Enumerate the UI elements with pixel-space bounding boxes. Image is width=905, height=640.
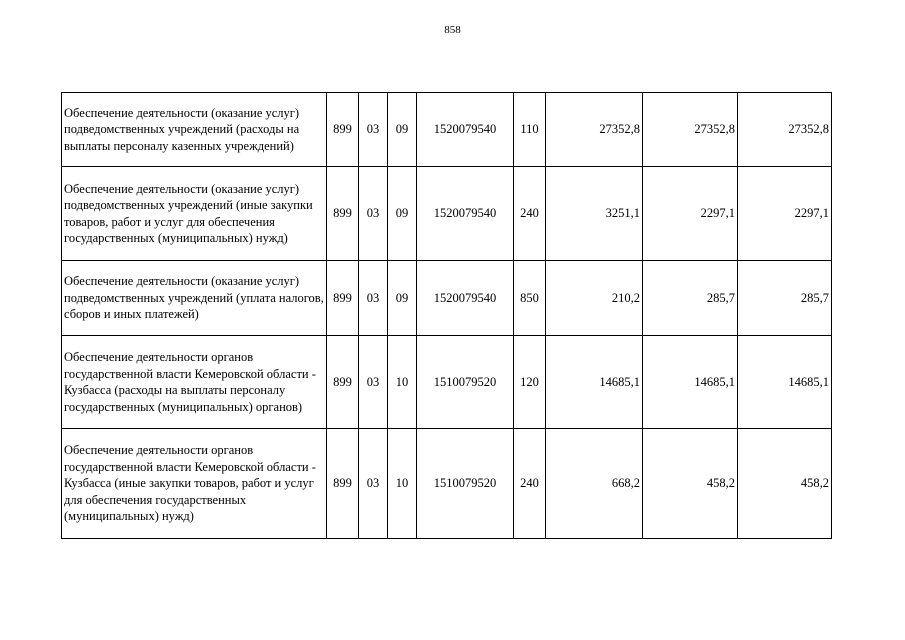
ministry-code: 899 (327, 167, 359, 261)
subsection-code: 09 (388, 93, 417, 167)
target-article-code: 1520079540 (417, 167, 514, 261)
ministry-code: 899 (327, 336, 359, 429)
amount-2: 285,7 (643, 261, 738, 336)
subsection-code: 10 (388, 336, 417, 429)
expense-type-code: 240 (514, 167, 546, 261)
amount-2: 458,2 (643, 429, 738, 539)
row-description: Обеспечение деятельности органов государственной власти Кемеровской области - Кузбасса (расходы на выплаты персоналу государственных (муниципальных) органов) (62, 336, 327, 429)
section-code: 03 (359, 336, 388, 429)
subsection-code: 09 (388, 261, 417, 336)
section-code: 03 (359, 167, 388, 261)
row-description: Обеспечение деятельности (оказание услуг) подведомственных учреждений (расходы на выплаты персоналу казенных учреждений) (62, 93, 327, 167)
expense-type-code: 240 (514, 429, 546, 539)
ministry-code: 899 (327, 429, 359, 539)
table-row (62, 336, 832, 429)
table-row (62, 261, 832, 336)
amount-3: 285,7 (738, 261, 832, 336)
target-article-code: 1520079540 (417, 93, 514, 167)
amount-1: 3251,1 (546, 167, 643, 261)
target-article-code: 1520079540 (417, 261, 514, 336)
table-row (62, 429, 832, 539)
target-article-code: 1510079520 (417, 336, 514, 429)
amount-1: 14685,1 (546, 336, 643, 429)
table-row (62, 167, 832, 261)
amount-3: 14685,1 (738, 336, 832, 429)
amount-2: 14685,1 (643, 336, 738, 429)
amount-1: 210,2 (546, 261, 643, 336)
table-row (62, 93, 832, 167)
ministry-code: 899 (327, 93, 359, 167)
section-code: 03 (359, 429, 388, 539)
target-article-code: 1510079520 (417, 429, 514, 539)
amount-3: 2297,1 (738, 167, 832, 261)
page-number: 858 (444, 24, 461, 36)
budget-table (61, 92, 832, 539)
expense-type-code: 850 (514, 261, 546, 336)
amount-2: 2297,1 (643, 167, 738, 261)
section-code: 03 (359, 93, 388, 167)
amount-1: 27352,8 (546, 93, 643, 167)
section-code: 03 (359, 261, 388, 336)
subsection-code: 09 (388, 167, 417, 261)
row-description: Обеспечение деятельности (оказание услуг) подведомственных учреждений (уплата налогов, сборов и иных платежей) (62, 261, 327, 336)
amount-1: 668,2 (546, 429, 643, 539)
amount-3: 458,2 (738, 429, 832, 539)
subsection-code: 10 (388, 429, 417, 539)
amount-3: 27352,8 (738, 93, 832, 167)
row-description: Обеспечение деятельности (оказание услуг) подведомственных учреждений (иные закупки товаров, работ и услуг для обеспечения государственных (муниципальных) нужд) (62, 167, 327, 261)
ministry-code: 899 (327, 261, 359, 336)
amount-2: 27352,8 (643, 93, 738, 167)
expense-type-code: 120 (514, 336, 546, 429)
expense-type-code: 110 (514, 93, 546, 167)
row-description: Обеспечение деятельности органов государственной власти Кемеровской области - Кузбасса (иные закупки товаров, работ и услуг для обеспечения государственных (муниципальных) нужд) (62, 429, 327, 539)
